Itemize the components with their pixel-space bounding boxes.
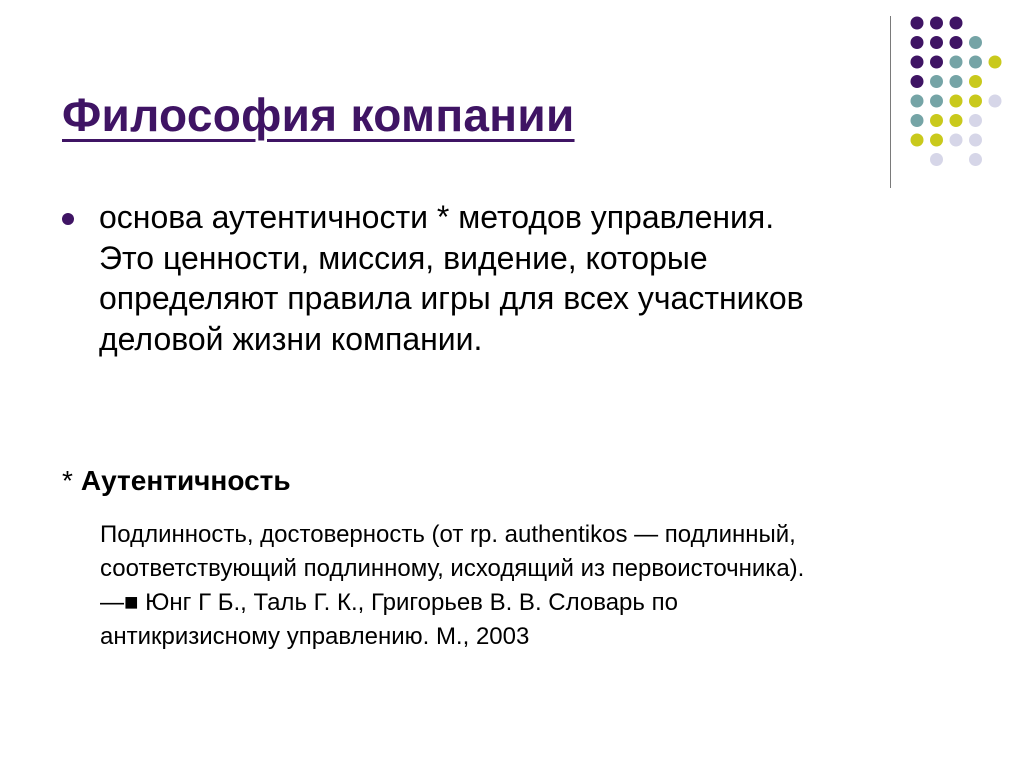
decorative-dot: [969, 56, 982, 69]
decorative-dot: [950, 36, 963, 49]
decorative-dot: [911, 17, 924, 30]
decorative-dot: [950, 75, 963, 88]
slide-title: Философия компании: [62, 89, 575, 141]
decorative-dot: [930, 134, 943, 147]
decorative-dot: [989, 95, 1002, 108]
definition-line: Подлинность, достоверность (от rp. authentikos — подлинный,: [100, 521, 796, 548]
decorative-dot: [969, 95, 982, 108]
decorative-dot: [969, 153, 982, 166]
decorative-dot: [930, 75, 943, 88]
bullet-line: деловой жизни компании.: [99, 320, 483, 357]
decorative-dot: [911, 95, 924, 108]
decorative-dot: [911, 75, 924, 88]
decorative-dot: [911, 134, 924, 147]
bullet-line: определяют правила игры для всех участников: [99, 280, 804, 316]
decorative-dot: [950, 17, 963, 30]
decorative-dot: [950, 56, 963, 69]
decorative-dot: [969, 75, 982, 88]
definition-line: антикризисному управлению. М., 2003: [100, 623, 530, 650]
bullet-line: основа аутентичности * методов управления.: [99, 199, 775, 235]
bullet-line: Это ценности, миссия, видение, которые: [99, 239, 708, 276]
decorative-dot: [911, 36, 924, 49]
decorative-dot: [969, 134, 982, 147]
decorative-dot: [969, 36, 982, 49]
footnote-term: Аутентичность: [80, 465, 291, 496]
decorative-dot: [950, 134, 963, 147]
bullet-text: [99, 197, 939, 359]
bullet-marker: [62, 213, 74, 225]
footnote-heading: [62, 465, 291, 497]
decorative-dot: [911, 56, 924, 69]
definition-line: —■ Юнг Г Б., Таль Г. К., Григорьев В. В. Словарь по: [100, 589, 678, 616]
decorative-dot: [969, 114, 982, 127]
definition-line: соответствующий подлинному, исходящий из первоисточника).: [100, 555, 805, 582]
decorative-dot: [950, 95, 963, 108]
decorative-dot: [930, 56, 943, 69]
decorative-dot: [930, 36, 943, 49]
decorative-dot: [950, 114, 963, 127]
decorative-dot: [930, 114, 943, 127]
dot-layer: [911, 17, 1002, 167]
decorative-dot-grid: [0, 0, 1024, 200]
decorative-dot: [930, 153, 943, 166]
decorative-dot: [930, 17, 943, 30]
decorative-dot: [930, 95, 943, 108]
decorative-dot: [989, 56, 1002, 69]
footnote-asterisk: *: [62, 465, 73, 496]
footnote-definition: [100, 518, 980, 654]
decorative-dot: [911, 114, 924, 127]
